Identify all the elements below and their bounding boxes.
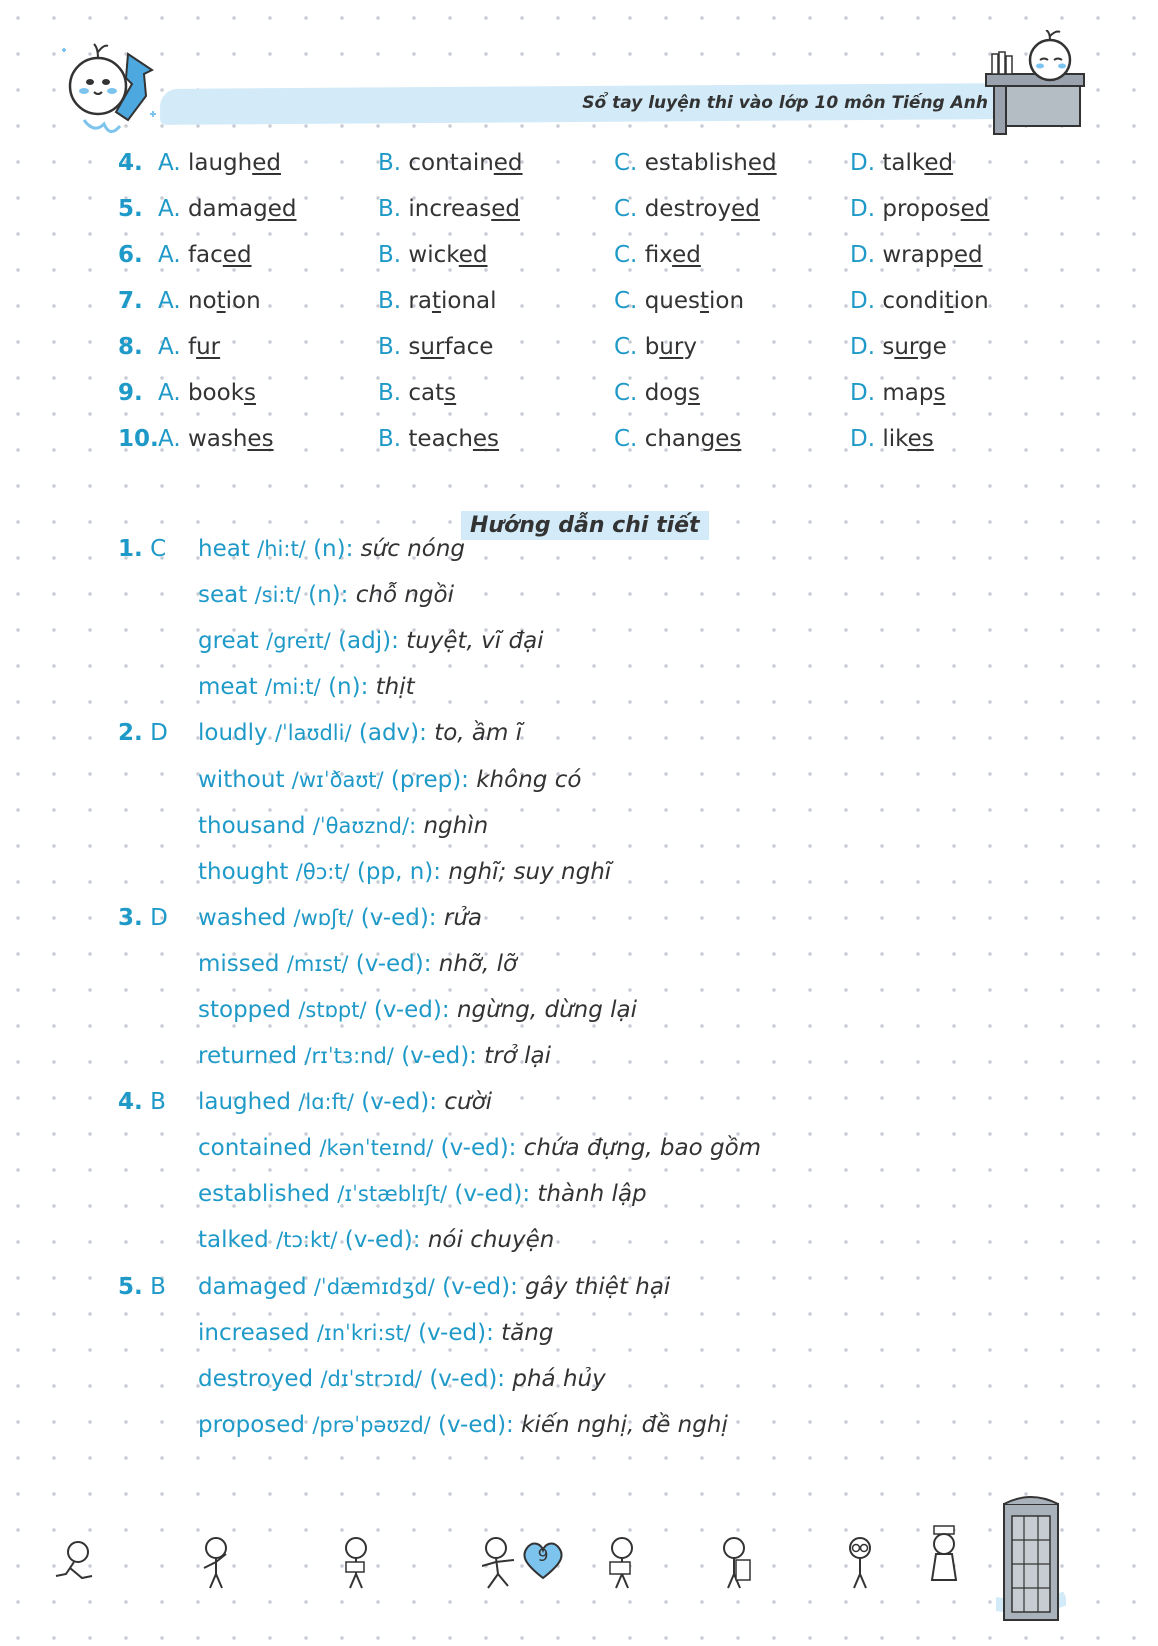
option-word-part: ra: [408, 288, 432, 314]
answer-letter: D: [150, 720, 168, 746]
header-title: Sổ tay luyện thi vào lớp 10 môn Tiếng Anh: [582, 93, 988, 113]
option-word-part: s: [408, 334, 421, 360]
desk-mascot-icon: [982, 30, 1088, 138]
option-letter: C.: [614, 150, 638, 176]
vocab-entry: [198, 1320, 553, 1346]
mcq-question: [118, 426, 1018, 466]
page-number-box: [521, 1540, 565, 1580]
vocab-word: meat: [198, 674, 258, 700]
vocab-pos: (v-ed):: [361, 1089, 438, 1115]
vocab-ipa: /ɪˈstæblɪʃt/: [337, 1182, 448, 1206]
option-letter: A.: [158, 380, 181, 406]
option-letter: B.: [378, 334, 402, 360]
answer-option: [378, 380, 456, 406]
vocab-ipa: /wɪˈðaʊt/: [291, 768, 384, 792]
question-number: 8.: [118, 334, 143, 360]
underlined-part: ed: [747, 150, 777, 176]
option-letter: A.: [158, 196, 181, 222]
option-word-part: b: [644, 334, 660, 360]
option-word-part: lik: [882, 426, 908, 452]
option-letter: C.: [614, 242, 638, 268]
vocab-word: without: [198, 767, 285, 793]
underlined-part: s: [444, 380, 457, 406]
answer-option: [614, 288, 744, 314]
mcq-question: [118, 150, 1018, 190]
underlined-part: t: [944, 288, 954, 314]
underlined-part: ur: [894, 334, 918, 360]
vocab-entry: [198, 951, 517, 977]
answer-letter: B: [150, 1089, 166, 1115]
vocab-line: [118, 859, 1018, 899]
option-letter: D.: [850, 380, 876, 406]
underlined-part: ed: [252, 150, 281, 176]
underlined-part: s: [244, 380, 256, 406]
answer-option: [850, 196, 989, 222]
option-letter: C.: [614, 334, 638, 360]
vocab-line: [118, 536, 1018, 576]
option-letter: A.: [158, 288, 181, 314]
vocab-word: increased: [198, 1320, 310, 1346]
underlined-part: es: [715, 426, 742, 452]
vocab-word: heat: [198, 536, 250, 562]
option-letter: B.: [378, 150, 402, 176]
vocab-pos: (v-ed):: [454, 1181, 531, 1207]
stick-figure-icon: [52, 1538, 102, 1588]
vocab-word: destroyed: [198, 1366, 314, 1392]
vocab-ipa: /mi:t/: [264, 675, 321, 699]
answer-key: [118, 536, 166, 562]
answer-option: [378, 196, 520, 222]
vocab-pos: (prep):: [390, 767, 469, 793]
answer-letter: B: [150, 1274, 166, 1300]
vocab-line: [118, 628, 1018, 668]
vocab-pos: (pp, n):: [356, 859, 442, 885]
answer-number: 2.: [118, 720, 143, 746]
underlined-part: ur: [420, 334, 445, 360]
vocab-word: talked: [198, 1227, 269, 1253]
section-title: Hướng dẫn chi tiết: [461, 511, 709, 540]
vocab-pos: (v-ed):: [438, 1412, 514, 1438]
mcq-question: [118, 242, 1018, 282]
vocab-meaning: gây thiệt hại: [525, 1274, 671, 1300]
vocab-line: [118, 905, 1018, 945]
vocab-ipa: /prəˈpəʊzd/: [312, 1413, 431, 1437]
question-number: 10.: [118, 426, 159, 452]
rocket-mascot-icon: [54, 34, 164, 146]
answer-number: 4.: [118, 1089, 143, 1115]
option-word-part: no: [187, 288, 217, 314]
answer-option: [378, 242, 488, 268]
option-word-part: fix: [644, 242, 673, 268]
vocab-meaning: ngừng, dừng lại: [456, 997, 638, 1023]
vocab-line: [118, 674, 1018, 714]
option-letter: A.: [158, 426, 181, 452]
underlined-part: t: [216, 288, 226, 314]
underlined-part: ed: [953, 242, 983, 268]
mcq-question: [118, 334, 1018, 374]
vocab-line: [118, 1412, 1018, 1452]
option-letter: C.: [614, 426, 638, 452]
option-word-part: ion: [225, 288, 261, 314]
option-word-part: contain: [408, 150, 494, 176]
vocab-ipa: /rɪˈtɜ:nd/: [304, 1044, 394, 1068]
vocab-ipa: /ɪnˈkri:st/: [316, 1321, 411, 1345]
answer-option: [614, 150, 777, 176]
stick-figure-icon: [476, 1534, 520, 1590]
answer-option: [614, 426, 741, 452]
option-word-part: destroy: [644, 196, 732, 222]
answer-option: [158, 334, 220, 360]
underlined-part: ed: [222, 242, 252, 268]
answer-option: [614, 242, 701, 268]
vocab-ipa: /greɪt/: [266, 629, 331, 653]
underlined-part: ur: [196, 334, 221, 360]
vocab-pos: (adv):: [358, 720, 427, 746]
option-word-part: dog: [644, 380, 688, 406]
vocab-line: [118, 1089, 1018, 1129]
vocab-word: seat: [198, 582, 248, 608]
vocab-line: [118, 997, 1018, 1037]
vocab-ipa: /ˈθaʊznd/:: [312, 814, 417, 838]
vocab-ipa: /kənˈteɪnd/: [319, 1136, 434, 1160]
option-letter: C.: [614, 288, 638, 314]
answer-number: 1.: [118, 536, 143, 562]
option-word-part: ional: [441, 288, 497, 314]
answer-option: [158, 242, 252, 268]
option-word-part: damag: [187, 196, 268, 222]
vocab-word: thought: [198, 859, 289, 885]
vocab-meaning: rửa: [443, 905, 482, 931]
answer-option: [158, 288, 261, 314]
vocab-meaning: kiến nghị, đề nghị: [521, 1412, 728, 1438]
option-word-part: wash: [187, 426, 248, 452]
vocab-word: great: [198, 628, 259, 654]
vocab-meaning: chỗ ngồi: [355, 582, 454, 608]
vocab-word: loudly: [198, 720, 268, 746]
vocab-entry: [198, 859, 611, 885]
vocab-line: [118, 813, 1018, 853]
vocab-meaning: to, ầm ĩ: [434, 720, 523, 746]
vocab-ipa: /ˈdæmɪdʒd/: [313, 1275, 435, 1299]
answer-option: [158, 426, 274, 452]
option-letter: A.: [158, 334, 181, 360]
stick-figure-icon: [922, 1524, 966, 1586]
vocab-meaning: trở lại: [484, 1043, 551, 1069]
option-letter: A.: [158, 242, 181, 268]
option-letter: D.: [850, 196, 876, 222]
answer-option: [850, 288, 989, 314]
vocab-line: [118, 951, 1018, 991]
option-word-part: book: [187, 380, 245, 406]
vocab-entry: [198, 1043, 551, 1069]
option-letter: D.: [850, 334, 876, 360]
answer-number: 5.: [118, 1274, 143, 1300]
underlined-part: ed: [960, 196, 990, 222]
answer-option: [614, 334, 697, 360]
vocab-ipa: /stɒpt/: [298, 998, 367, 1022]
vocab-entry: [198, 1181, 647, 1207]
vocab-entry: [198, 582, 454, 608]
option-word-part: laugh: [187, 150, 253, 176]
stick-figure-icon: [602, 1534, 642, 1590]
option-word-part: f: [187, 334, 197, 360]
stick-figure-icon: [714, 1534, 758, 1590]
vocab-pos: (v-ed):: [355, 951, 432, 977]
vocab-line: [118, 1181, 1018, 1221]
underlined-part: es: [472, 426, 500, 452]
vocab-pos: (v-ed):: [429, 1366, 506, 1392]
option-word-part: ques: [644, 288, 700, 314]
vocab-entry: [198, 1135, 761, 1161]
vocab-entry: [198, 674, 415, 700]
answer-option: [158, 196, 297, 222]
vocab-ipa: /lɑ:ft/: [298, 1090, 354, 1114]
option-word-part: wrapp: [882, 242, 954, 268]
vocab-meaning: nghìn: [423, 813, 489, 839]
vocab-pos: (adj):: [338, 628, 399, 654]
option-letter: B.: [378, 242, 402, 268]
answer-option: [378, 288, 497, 314]
vocab-entry: [198, 1366, 606, 1392]
vocab-entry: [198, 1227, 554, 1253]
answer-key: [118, 905, 168, 931]
option-letter: D.: [850, 242, 876, 268]
vocab-entry: [198, 905, 482, 931]
underlined-part: s: [933, 380, 946, 406]
vocab-meaning: không có: [476, 767, 582, 793]
answer-option: [850, 380, 945, 406]
vocab-entry: [198, 1412, 728, 1438]
vocab-meaning: tuyệt, vĩ đại: [406, 628, 544, 654]
underlined-part: ur: [659, 334, 684, 360]
stick-figure-icon: [336, 1534, 376, 1590]
vocab-meaning: nhỡ, lỡ: [438, 951, 518, 977]
vocab-line: [118, 1227, 1018, 1267]
option-letter: D.: [850, 288, 876, 314]
vocab-word: thousand: [198, 813, 306, 839]
answer-option: [378, 426, 499, 452]
vocab-meaning: nói chuyện: [427, 1227, 555, 1253]
vocab-pos: (v-ed):: [401, 1043, 477, 1069]
vocab-line: [118, 1320, 1018, 1360]
vocab-entry: [198, 767, 581, 793]
mcq-question: [118, 288, 1018, 328]
vocab-meaning: chứa đựng, bao gồm: [523, 1135, 762, 1161]
option-word-part: face: [444, 334, 494, 360]
vocab-word: established: [198, 1181, 330, 1207]
option-letter: C.: [614, 196, 638, 222]
option-word-part: map: [882, 380, 934, 406]
vocab-pos: (v-ed):: [442, 1274, 518, 1300]
vocab-entry: [198, 720, 522, 746]
vocab-ipa: /dɪˈstrɔɪd/: [320, 1367, 422, 1391]
option-letter: B.: [378, 426, 402, 452]
answer-number: 3.: [118, 905, 143, 931]
underlined-part: ed: [672, 242, 701, 268]
option-word-part: establish: [644, 150, 748, 176]
vocab-word: proposed: [198, 1412, 306, 1438]
answer-option: [850, 242, 983, 268]
stick-figure-icon: [196, 1534, 236, 1590]
option-word-part: propos: [882, 196, 961, 222]
underlined-part: ed: [491, 196, 520, 222]
answer-key: [118, 1089, 166, 1115]
vocab-entry: [198, 536, 465, 562]
vocab-ipa: /si:t/: [254, 583, 301, 607]
option-word-part: ion: [953, 288, 989, 314]
option-word-part: chang: [644, 426, 716, 452]
vocab-entry: [198, 628, 544, 654]
vocab-word: damaged: [198, 1274, 307, 1300]
vocab-word: returned: [198, 1043, 298, 1069]
option-letter: B.: [378, 380, 402, 406]
question-number: 6.: [118, 242, 143, 268]
vocab-pos: (n):: [328, 674, 369, 700]
vocab-pos: (v-ed):: [373, 997, 450, 1023]
vocab-meaning: cười: [444, 1089, 493, 1115]
answer-option: [850, 426, 934, 452]
underlined-part: ed: [458, 242, 488, 268]
vocab-word: contained: [198, 1135, 313, 1161]
option-word-part: condi: [882, 288, 945, 314]
underlined-part: es: [247, 426, 274, 452]
vocab-pos: (v-ed):: [344, 1227, 421, 1253]
answer-option: [614, 196, 760, 222]
mcq-question: [118, 196, 1018, 236]
vocab-pos: (n):: [313, 536, 354, 562]
vocab-line: [118, 767, 1018, 807]
option-word-part: fac: [187, 242, 223, 268]
option-letter: B.: [378, 196, 402, 222]
question-number: 9.: [118, 380, 143, 406]
vocab-entry: [198, 1274, 670, 1300]
vocab-entry: [198, 1089, 492, 1115]
question-number: 4.: [118, 150, 143, 176]
answer-option: [614, 380, 700, 406]
page-number: 9: [537, 1546, 549, 1566]
option-word-part: increas: [408, 196, 492, 222]
vocab-line: [118, 1274, 1018, 1314]
vocab-entry: [198, 997, 637, 1023]
option-word-part: talk: [882, 150, 925, 176]
option-letter: C.: [614, 380, 638, 406]
underlined-part: t: [431, 288, 441, 314]
answer-option: [158, 380, 256, 406]
vocab-meaning: phá hủy: [512, 1366, 606, 1392]
phone-booth-icon: [996, 1494, 1066, 1624]
vocab-meaning: sức nóng: [360, 536, 466, 562]
option-word-part: cat: [408, 380, 445, 406]
vocab-word: washed: [198, 905, 287, 931]
answer-letter: C: [150, 536, 167, 562]
underlined-part: ed: [731, 196, 760, 222]
option-letter: D.: [850, 426, 876, 452]
vocab-ipa: /hi:t/: [257, 537, 306, 561]
question-number: 5.: [118, 196, 143, 222]
vocab-line: [118, 1043, 1018, 1083]
underlined-part: ed: [267, 196, 297, 222]
vocab-line: [118, 720, 1018, 760]
vocab-ipa: /tɔ:kt/: [276, 1228, 338, 1252]
option-word-part: wick: [408, 242, 459, 268]
vocab-word: stopped: [198, 997, 292, 1023]
answer-key: [118, 1274, 166, 1300]
option-word-part: teach: [408, 426, 473, 452]
answer-option: [158, 150, 281, 176]
answer-option: [850, 150, 953, 176]
vocab-pos: (v-ed):: [440, 1135, 517, 1161]
vocab-word: laughed: [198, 1089, 291, 1115]
vocab-pos: (v-ed):: [360, 905, 437, 931]
option-word-part: ge: [917, 334, 947, 360]
answer-key: [118, 720, 168, 746]
answer-option: [850, 334, 947, 360]
option-letter: B.: [378, 288, 402, 314]
underlined-part: es: [907, 426, 934, 452]
underlined-part: ed: [924, 150, 954, 176]
option-word-part: ion: [709, 288, 745, 314]
vocab-word: missed: [198, 951, 280, 977]
vocab-ipa: /mɪst/: [286, 952, 349, 976]
question-number: 7.: [118, 288, 143, 314]
vocab-pos: (v-ed):: [418, 1320, 494, 1346]
vocab-line: [118, 1135, 1018, 1175]
vocab-meaning: nghĩ; suy nghĩ: [448, 859, 612, 885]
stick-figure-icon: [840, 1534, 880, 1590]
answer-option: [378, 334, 493, 360]
option-letter: D.: [850, 150, 876, 176]
vocab-meaning: thành lập: [537, 1181, 647, 1207]
option-letter: A.: [158, 150, 181, 176]
vocab-ipa: /wɒʃt/: [293, 906, 354, 930]
mcq-question: [118, 380, 1018, 420]
option-word-part: y: [683, 334, 697, 360]
vocab-ipa: /θɔ:t/: [295, 860, 350, 884]
underlined-part: ed: [493, 150, 523, 176]
vocab-pos: (n):: [308, 582, 349, 608]
vocab-meaning: tăng: [501, 1320, 554, 1346]
underlined-part: s: [687, 380, 700, 406]
vocab-line: [118, 1366, 1018, 1406]
vocab-meaning: thịt: [375, 674, 415, 700]
answer-option: [378, 150, 523, 176]
vocab-entry: [198, 813, 488, 839]
underlined-part: t: [700, 288, 710, 314]
vocab-ipa: /ˈlaʊdli/: [274, 721, 352, 745]
option-word-part: s: [882, 334, 895, 360]
answer-letter: D: [150, 905, 168, 931]
vocab-line: [118, 582, 1018, 622]
